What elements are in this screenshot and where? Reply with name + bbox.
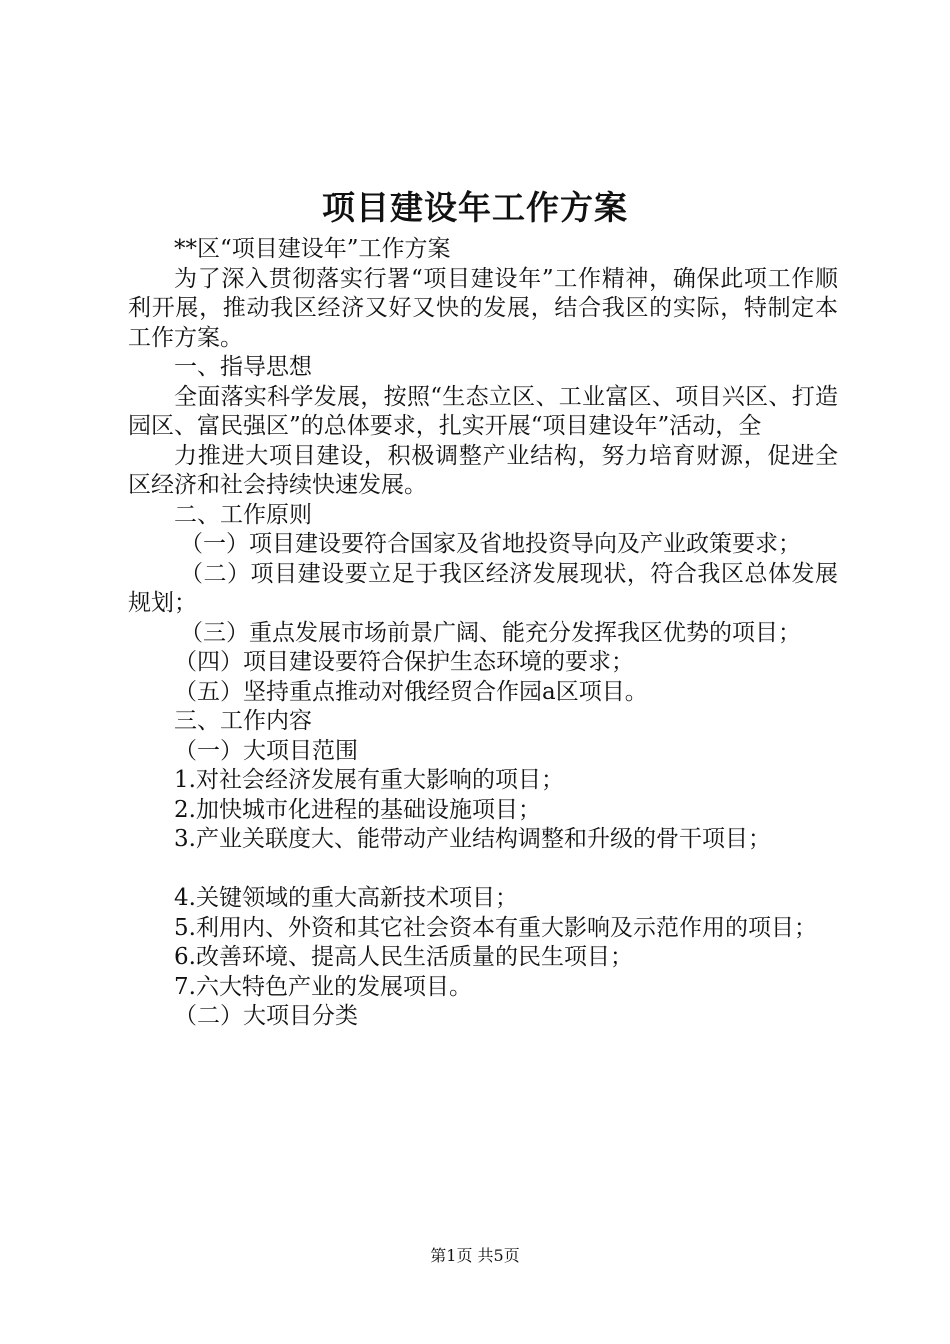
list-item: （三）重点发展市场前景广阔、能充分发挥我区优势的项目； — [180, 619, 801, 646]
document-title: 项目建设年工作方案 — [322, 188, 628, 227]
list-item: （一）项目建设要符合国家及省地投资导向及产业政策要求； — [180, 531, 801, 557]
section-heading: 二、工作原则 — [174, 501, 312, 528]
list-item: 6.改善环境、提高人民生活质量的民生项目； — [174, 944, 633, 970]
section-heading: 一、指导思想 — [174, 354, 312, 380]
list-item: 1.对社会经济发展有重大影响的项目； — [174, 767, 564, 793]
subsection-heading: （二）大项目分类 — [174, 1003, 358, 1029]
section-heading: 三、工作内容 — [174, 708, 312, 734]
page-footer: 第1页 共5页 — [430, 1246, 520, 1265]
list-item: 4.关键领域的重大高新技术项目； — [174, 885, 518, 911]
list-item: 3.产业关联度大、能带动产业结构调整和升级的骨干项目； — [174, 826, 771, 852]
list-item: （二）项目建设要立足于我区经济发展现状，符合我区总体发展规划； — [128, 560, 838, 616]
paragraph: 全面落实科学发展，按照“生态立区、工业富区、项目兴区、打造园区、富民强区”的总体要求，扎实开展“项目建设年”活动，全 — [128, 383, 838, 439]
spacer — [128, 855, 838, 885]
paragraph: **区“项目建设年”工作方案 — [174, 236, 451, 262]
list-item: 2.加快城市化进程的基础设施项目； — [174, 796, 541, 823]
paragraph: 为了深入贯彻落实行署“项目建设年”工作精神，确保此项工作顺利开展，推动我区经济又好又快的发展，结合我区的实际，特制定本工作方案。 — [128, 265, 838, 351]
list-item: （五）坚持重点推动对俄经贸合作园a区项目。 — [174, 678, 648, 705]
paragraph: 力推进大项目建设，积极调整产业结构，努力培育财源，促进全区经济和社会持续快速发展。 — [128, 442, 838, 498]
list-item: （四）项目建设要符合保护生态环境的要求； — [174, 649, 634, 675]
list-item: 5.利用内、外资和其它社会资本有重大影响及示范作用的项目； — [174, 914, 817, 941]
document-body — [128, 235, 838, 1032]
list-item: 7.六大特色产业的发展项目。 — [174, 973, 472, 1000]
subsection-heading: （一）大项目范围 — [174, 737, 358, 764]
